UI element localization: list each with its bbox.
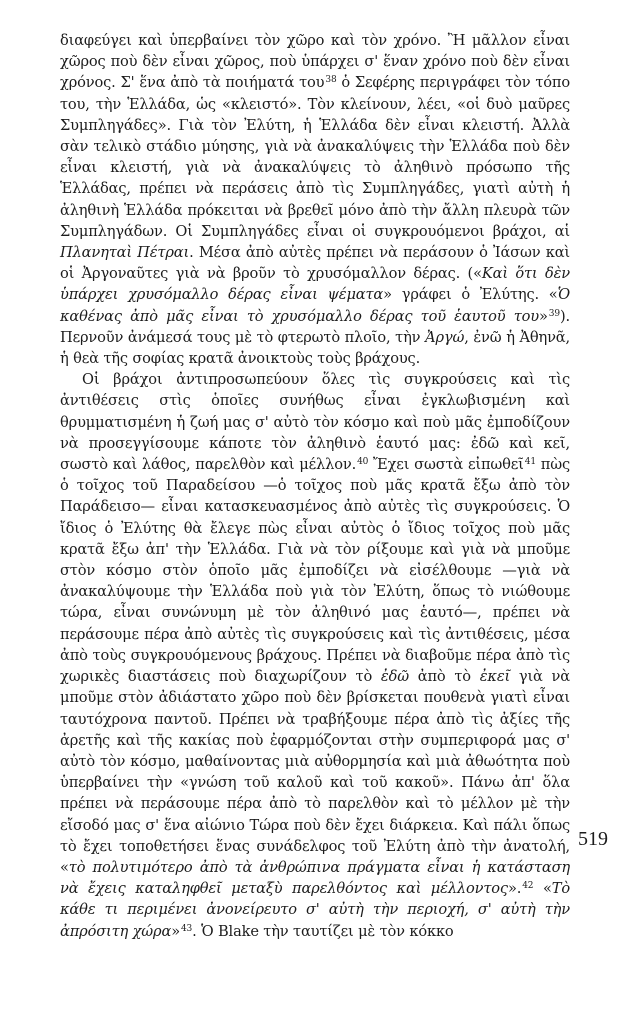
footnote-marker[interactable]: 42 bbox=[522, 881, 534, 892]
italic-quote: Ὁ καθένας ἀπὸ μᾶς εἶναι τὸ χρυσόμαλλο δέρας τοῦ ἑαυτοῦ του bbox=[60, 286, 570, 325]
italic-quote: ἐκεῖ bbox=[479, 668, 511, 686]
text-run: » bbox=[539, 307, 548, 325]
footnote-marker[interactable]: 43 bbox=[180, 923, 193, 934]
italic-quote: τὸ πολυτιμότερο ἀπὸ τὰ ἀνθρώπινα πράγματα εἶναι ἡ κατάσταση νὰ ἔχεις καταληφθεῖ μεταξὺ παρελθόντος καὶ μέλλοντος bbox=[60, 858, 570, 898]
text-run: » γράφει ὁ Ἐλύτης. « bbox=[383, 286, 558, 304]
page-number: 519 bbox=[578, 828, 608, 850]
body-text bbox=[60, 30, 570, 942]
text-run: Οἱ βράχοι ἀντιπροσωπεύουν ὅλες τὶς συγκρούσεις καὶ τὶς ἀντιθέσεις στὶς ὁποῖες συνήθως εἶναι ἐγκλωβισμένη καὶ θρυμματισμένη ἡ ζωή μας σ' αὐτὸ τὸν κόσμο καὶ ποὺ μᾶς ἐμποδίζουν νὰ προσεγγίσουμε κάποτε τὸν ἀληθινὸ ἑαυτό μας: ἐδῶ καὶ κεῖ, σωστὸ καὶ λάθος, παρελθὸν καὶ μέλλον. bbox=[60, 371, 570, 474]
paragraph bbox=[60, 30, 570, 369]
footnote-marker[interactable]: 40 bbox=[357, 457, 369, 468]
text-run: » bbox=[171, 922, 180, 940]
text-run: ἀπὸ τὸ bbox=[408, 668, 480, 686]
paragraph bbox=[60, 369, 570, 941]
footnote-marker[interactable]: 41 bbox=[524, 457, 536, 468]
italic-quote: Καὶ ὅτι δὲν ὑπάρχει χρυσόμαλλο δέρας εἶναι ψέματα bbox=[60, 265, 570, 304]
text-run: Ἔχει σωστὰ εἰπωθεῖ bbox=[368, 456, 524, 474]
text-run: γιὰ νὰ μποῦμε στὸν ἀδιάστατο χῶρο ποὺ δὲν βρίσκεται πουθενὰ γιατὶ εἶναι ταυτόχρονα παντοῦ. Πρέπει νὰ τραβήξουμε πέρα ἀπὸ τὶς ἀξίες τῆς ἀρετῆς καὶ τῆς κακίας ποὺ ἐφαρμόζονται στὴν συμπεριφορά μας σ' αὐτὸ τὸν κόσμο, μαθαίνοντας μιὰ αὐθορμησία καὶ μιὰ ἀθωότητα ποὺ ὑπερβαίνει τὴν «γνώση τοῦ καλοῦ καὶ τοῦ κακοῦ». Πάνω ἀπ' ὅλα πρέπει νὰ περάσουμε πέρα ἀπὸ τὸ παρελθὸν καὶ τὸ μέλλον μὲ τὴν εἴσοδό μας σ' ἕνα αἰώνιο Τώρα ποὺ δὲν ἔχει διάρκεια. Καὶ πάλι ὅπως τὸ ἔχει τοποθετήσει ἕνας συνάδελφος τοῦ Ἐλύτη ἀπὸ τὴν ἀνατολή, « bbox=[60, 668, 570, 876]
footnote-marker[interactable]: 38 bbox=[325, 75, 337, 86]
italic-quote: Ἀργώ bbox=[425, 328, 465, 346]
text-run: διαφεύγει καὶ ὑπερβαίνει τὸν χῶρο καὶ τὸν χρόνο. Ἢ μᾶλλον εἶναι χῶρος ποὺ δὲν εἶναι χῶρος, ποὺ ὑπάρχει σ' ἕναν χρόνο ποὺ δὲν εἶναι χρόνος. Σ' ἕνα ἀπὸ τὰ ποιήματά του bbox=[60, 32, 570, 92]
text-run: ». bbox=[507, 880, 522, 898]
text-run: « bbox=[533, 880, 552, 898]
footnote-marker[interactable]: 39 bbox=[548, 308, 560, 319]
italic-quote: Πλανηταὶ Πέτραι bbox=[60, 244, 190, 262]
text-run: , ἐνῶ ἡ Ἀθηνᾶ, ἡ θεὰ τῆς σοφίας κρατᾶ ἀνοικτοὺς τοὺς βράχους. bbox=[60, 328, 570, 368]
text-run: . Ὁ Blake τὴν ταυτίζει μὲ τὸν κόκκο bbox=[192, 922, 454, 940]
italic-quote: Τὸ κάθε τι περιμένει ἀνονείρευτο σ' αὐτὴ τὴν περιοχή, σ' αὐτὴ τὴν ἀπρόσιτη χώρα bbox=[60, 880, 570, 940]
text-run: ). Περνοῦν ἀνάμεσά τους μὲ τὸ φτερωτὸ πλοῖο, τὴν bbox=[60, 307, 570, 346]
italic-quote: ἐδῶ bbox=[380, 668, 409, 686]
text-run: . Μέσα ἀπὸ αὐτὲς πρέπει νὰ περάσουν ὁ Ἰάσων καὶ οἱ Ἀργοναῦτες γιὰ νὰ βροῦν τὸ χρυσόμαλλον δέρας. (« bbox=[60, 244, 570, 283]
text-run: πὼς ὁ τοῖχος τοῦ Παραδείσου —ὁ τοῖχος ποὺ μᾶς κρατᾶ ἔξω ἀπὸ τὸν Παράδεισο— εἶναι κατασκευασμένος ἀπὸ αὐτὲς τὶς συγκρούσεις. Ὁ ἴδιος ὁ Ἐλύτης θὰ ἔλεγε πὼς εἶναι αὐτὸς ὁ ἴδιος τοῖχος ποὺ μᾶς κρατᾶ ἔξω ἀπ' τὴν Ἑλλάδα. Γιὰ νὰ τὸν ρίξουμε καὶ γιὰ νὰ μποῦμε στὸν κόσμο στὸν ὁποῖο μᾶς ἐμποδίζει νὰ εἰσέλθουμε —γιὰ νὰ ἀνακαλύψουμε τὴν Ἑλλάδα ποὺ γιὰ τὸν Ἐλύτη, ὅπως τὸ νιώθουμε τώρα, εἶναι συνώνυμη μὲ τὸν ἀληθινό μας ἑαυτό—, πρέπει νὰ περάσουμε πέρα ἀπὸ αὐτὲς τὶς συγκρούσεις καὶ τὶς ἀντιθέσεις, μέσα ἀπὸ τοὺς συγκρουόμενους βράχους. Πρέπει νὰ διαβοῦμε πέρα ἀπὸ τὶς χωρικὲς διαστάσεις ποὺ διαχωρίζουν τὸ bbox=[60, 456, 570, 686]
text-run: ὁ Σεφέρης περιγράφει τὸν τόπο του, τὴν Ἑλλάδα, ὡς «κλειστό». Τὸν κλείνουν, λέει, «οἱ δυὸ μαῦρες Συμπληγάδες». Γιὰ τὸν Ἐλύτη, ἡ Ἑλλάδα δὲν εἶναι κλειστή. Ἀλλὰ σὰν τελικὸ στάδιο μύησης, γιὰ νὰ ἀνακαλύψεις τὴν Ἑλλάδα ποὺ δὲν εἶναι κλειστή, γιὰ νὰ ἀνακαλύψεις τὸ ἀληθινὸ πρόσωπο τῆς Ἑλλάδας, πρέπει νὰ περάσεις ἀπὸ τὶς Συμπληγάδες, γιατὶ αὐτὴ ἡ ἀληθινὴ Ἑλλάδα πρόκειται νὰ βρεθεῖ μόνο ἀπὸ τὴν ἄλλη πλευρὰ τῶν Συμπληγάδων. Οἱ Συμπληγάδες εἶναι οἱ συγκρουόμενοι βράχοι, αἱ bbox=[60, 74, 570, 240]
